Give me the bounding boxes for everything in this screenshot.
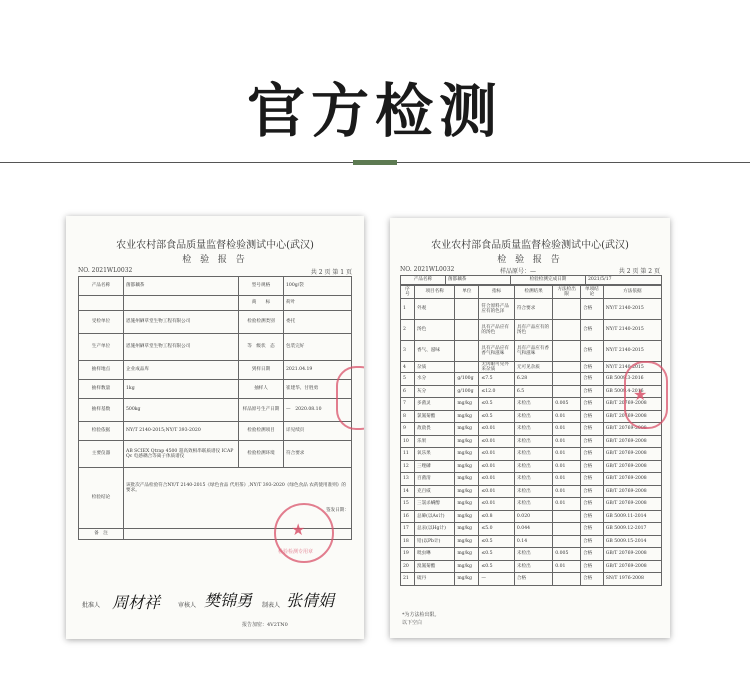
info-row	[79, 277, 352, 296]
row-value: 1kg	[124, 380, 239, 399]
results-cell: 水分	[414, 373, 454, 386]
results-cell: 三氯杀螨醇	[414, 498, 454, 511]
results-cell: GB/T 20769-2008	[603, 460, 661, 473]
results-cell: GB/T 20769-2008	[603, 473, 661, 486]
results-cell: 合格	[581, 341, 604, 362]
results-column-header: 单项结论	[581, 286, 604, 299]
results-cell	[553, 385, 581, 398]
results-cell: ≤7.5	[479, 373, 515, 386]
results-cell: mg/kg	[455, 448, 479, 461]
results-cell: 百菌清	[414, 473, 454, 486]
results-cell: 合格	[581, 573, 604, 586]
results-cell: GB 5009.15-2014	[603, 535, 661, 548]
header-accent-bar	[353, 160, 397, 165]
results-cell	[553, 373, 581, 386]
reviewer-signature: 樊锦勇	[204, 591, 253, 610]
results-row	[401, 473, 662, 486]
row-label: 产品名称	[79, 277, 124, 296]
results-cell: 5	[401, 373, 415, 386]
results-cell: 合格	[581, 435, 604, 448]
results-cell: 17	[401, 523, 415, 536]
results-cell: 合格	[581, 362, 604, 373]
results-cell: 合格	[581, 410, 604, 423]
info-row	[79, 422, 352, 441]
footer-note: *为方法检出限。	[402, 612, 440, 618]
results-cell: 0.044	[514, 523, 552, 536]
results-cell: 21	[401, 573, 415, 586]
results-row	[401, 498, 662, 511]
results-cell: 合格	[581, 498, 604, 511]
results-cell: 8	[401, 410, 415, 423]
results-cell: mg/kg	[455, 398, 479, 411]
results-cell: 合格	[581, 423, 604, 436]
seal-star-icon: ★	[633, 385, 648, 404]
row-value-2: 详见续页	[284, 422, 352, 441]
row-label	[79, 296, 124, 311]
row-label-2: 检验检测环境	[239, 441, 284, 468]
results-row	[401, 299, 662, 320]
row-value: NY/T 2140-2015;NY/T 393-2020	[124, 422, 239, 441]
remark-label: 备 注	[79, 529, 124, 540]
results-row	[401, 398, 662, 411]
results-row	[401, 548, 662, 561]
report-title: 农业农村部食品质量监督检验测试中心(武汉)	[431, 240, 629, 251]
results-cell: ≤0.01	[479, 448, 515, 461]
results-cell: 溴氰菊酯	[414, 560, 454, 573]
info-row	[79, 399, 352, 422]
results-cell: ≤5.0	[479, 523, 515, 536]
results-cell: GB 5009.4-2016	[603, 385, 661, 398]
results-cell	[553, 362, 581, 373]
row-value: 菌都藕茶	[124, 277, 239, 296]
results-column-header: 项目名称	[414, 286, 454, 299]
results-cell: mg/kg	[455, 473, 479, 486]
results-cell: 10	[401, 435, 415, 448]
results-cell: ≤0.5	[479, 548, 515, 561]
seal-star-icon: ★	[291, 520, 306, 539]
report-subtitle: 检 验 报 告	[182, 255, 248, 265]
results-row	[401, 373, 662, 386]
results-cell: 具有产品应有香气和滋味	[479, 341, 515, 362]
row-value-2: 符合要求	[284, 441, 352, 468]
results-cell: GB/T 20769-2008	[603, 435, 661, 448]
sample-number: 样品原号：—	[500, 268, 537, 275]
results-cell	[455, 341, 479, 362]
footer-blank-note: 以下空白	[402, 620, 423, 626]
row-label: 检验依据	[79, 422, 124, 441]
results-cell: NY/T 2140-2015	[603, 341, 661, 362]
row-label-2: 型号规格	[239, 277, 284, 296]
row-value: 企业成品库	[124, 361, 239, 380]
results-cell: GB/T 20769-2008	[603, 548, 661, 561]
results-cell: 未检出	[514, 410, 552, 423]
results-cell: ≤12.0	[479, 385, 515, 398]
results-cell: 20	[401, 560, 415, 573]
report-number: NO. 2021WL0032	[78, 267, 133, 274]
results-cell: NY/T 2140-2015	[603, 362, 661, 373]
row-label-2: 到样日期	[239, 361, 284, 380]
row-label-2: 抽样人	[239, 380, 284, 399]
results-cell: 13	[401, 473, 415, 486]
results-cell: 符合要求	[514, 299, 552, 320]
results-cell: 杂质	[414, 362, 454, 373]
date-label: 检验检测完成日期	[511, 276, 586, 285]
results-cell: GB/T 20769-2008	[603, 423, 661, 436]
results-column-header: 检测结果	[514, 286, 552, 299]
results-cell: mg/kg	[455, 573, 479, 586]
results-cell: 合格	[581, 510, 604, 523]
results-cell: GB/T 20769-2008	[603, 485, 661, 498]
test-results-table	[400, 285, 662, 586]
results-cell: 0.01	[553, 473, 581, 486]
results-cell: ≤0.01	[479, 435, 515, 448]
results-cell: GB 5009.12-2017	[603, 523, 661, 536]
results-cell: 2	[401, 320, 415, 341]
results-cell	[553, 299, 581, 320]
row-label-2: 检验检测类别	[239, 311, 284, 334]
results-cell: 6	[401, 385, 415, 398]
results-row	[401, 385, 662, 398]
results-cell: GB/T 20769-2008	[603, 560, 661, 573]
results-cell: 总砷(以As计)	[414, 510, 454, 523]
results-cell: 香气、滋味	[414, 341, 454, 362]
results-cell: 12	[401, 460, 415, 473]
results-column-header: 单位	[455, 286, 479, 299]
results-cell: 合格	[581, 320, 604, 341]
results-cell: 氧乐果	[414, 448, 454, 461]
results-cell: 无可见杂质	[514, 362, 552, 373]
results-cell: 合格	[581, 523, 604, 536]
results-cell: 15	[401, 498, 415, 511]
results-cell: mg/kg	[455, 523, 479, 536]
row-label: 抽样地点	[79, 361, 124, 380]
results-cell: g/100g	[455, 385, 479, 398]
results-cell	[553, 510, 581, 523]
results-cell: mg/kg	[455, 548, 479, 561]
row-label: 生产单位	[79, 334, 124, 361]
results-cell: 0.01	[553, 498, 581, 511]
results-cell: 11	[401, 448, 415, 461]
seal-text: 检验检测专用章	[278, 549, 314, 555]
row-value	[124, 296, 239, 311]
row-value-2: 崔建华、甘胜勇	[284, 380, 352, 399]
results-row	[401, 362, 662, 373]
results-cell	[553, 523, 581, 536]
results-cell: 0.01	[553, 485, 581, 498]
results-cell: 19	[401, 548, 415, 561]
results-row	[401, 573, 662, 586]
results-cell: ≤0.5	[479, 410, 515, 423]
row-label-2: 等 级状 态	[239, 334, 284, 361]
results-cell: GB/T 20769-2008	[603, 448, 661, 461]
results-cell: ≤0.5	[479, 560, 515, 573]
results-row	[401, 423, 662, 436]
results-cell: 合格	[581, 299, 604, 320]
test-report-page-1	[66, 216, 364, 639]
results-cell: 0.01	[553, 460, 581, 473]
results-cell: 硫丹	[414, 573, 454, 586]
results-row	[401, 523, 662, 536]
results-cell: 合格	[581, 485, 604, 498]
results-cell: 未检出	[514, 548, 552, 561]
results-cell: 0.01	[553, 560, 581, 573]
results-row	[401, 435, 662, 448]
results-cell: mg/kg	[455, 485, 479, 498]
results-cell: 未检出	[514, 435, 552, 448]
results-cell: ≤0.01	[479, 498, 515, 511]
results-row	[401, 320, 662, 341]
results-cell: NY/T 2140-2015	[603, 299, 661, 320]
results-cell: 0.005	[553, 548, 581, 561]
row-value: 恩施州硒草堂生物工程有限公司	[124, 334, 239, 361]
info-row	[79, 441, 352, 468]
row-label: 抽样基数	[79, 399, 124, 422]
report-page: 共 2 页 第 2 页	[618, 268, 660, 275]
results-cell: GB/T 20769-2008	[603, 410, 661, 423]
completion-date: 2021/5/17	[586, 276, 662, 285]
results-cell: 合格	[581, 448, 604, 461]
reviewer-label: 审核人	[178, 602, 197, 609]
results-cell: 铅(以Pb计)	[414, 535, 454, 548]
approver-label: 批准人	[82, 602, 101, 609]
results-cell: 未检出	[514, 498, 552, 511]
row-label: 受检单位	[79, 311, 124, 334]
row-value-2: — 2020.08.10	[284, 399, 352, 422]
results-cell: 合格	[581, 548, 604, 561]
results-row	[401, 410, 662, 423]
results-cell: 克百威	[414, 485, 454, 498]
results-cell: 0.005	[553, 398, 581, 411]
results-cell: GB 5009.3-2016	[603, 373, 661, 386]
results-cell: 未检出	[514, 473, 552, 486]
results-cell: 具有产品应有香气和滋味	[514, 341, 552, 362]
results-cell: ≤0.5	[479, 535, 515, 548]
results-cell: 7	[401, 398, 415, 411]
results-cell: 多菌灵	[414, 398, 454, 411]
row-value: AB SCIEX Qtrap 4500 超高效相串联质谱仪 ICAP Qc 电感耦合等离子体质谱仪	[124, 441, 239, 468]
test-report-page-2	[390, 218, 670, 638]
page-title: 官方检测	[246, 77, 503, 145]
conclusion-body: 该批次产品检验符合NY/T 2140-2015《绿色食品 代用茶》,NY/T 393-2020《绿色食品 农药使用准则》的要求。	[126, 483, 346, 494]
results-cell: SN/T 1976-2008	[603, 573, 661, 586]
results-cell: 未检出	[514, 460, 552, 473]
results-cell: 6.5	[514, 385, 552, 398]
results-cell: ≤0.5	[479, 398, 515, 411]
results-cell: 无肉眼可见外来杂质	[479, 362, 515, 373]
results-row	[401, 448, 662, 461]
product-header-table	[400, 275, 662, 285]
results-cell: 未检出	[514, 485, 552, 498]
results-cell: 敌敌畏	[414, 423, 454, 436]
row-label-2: 商 标	[239, 296, 284, 311]
results-cell	[553, 341, 581, 362]
results-row	[401, 485, 662, 498]
results-cell: GB/T 20769-2008	[603, 498, 661, 511]
results-cell: ≤0.01	[479, 460, 515, 473]
results-cell: 0.01	[553, 423, 581, 436]
conclusion-label: 检验结论	[79, 468, 124, 529]
row-value: 500kg	[124, 399, 239, 422]
results-column-header: 序号	[401, 286, 415, 299]
results-cell: GB/T 20769-2008	[603, 398, 661, 411]
results-cell: 0.14	[514, 535, 552, 548]
results-row	[401, 341, 662, 362]
maker-signature: 张倩娟	[286, 591, 335, 610]
results-cell: 6.28	[514, 373, 552, 386]
results-cell: mg/kg	[455, 535, 479, 548]
report-number: NO. 2021WL0032	[400, 266, 455, 273]
results-cell: 未检出	[514, 448, 552, 461]
report-info-table	[78, 276, 352, 540]
results-cell: mg/kg	[455, 560, 479, 573]
results-row	[401, 535, 662, 548]
results-cell: mg/kg	[455, 423, 479, 436]
results-column-header: 方法检出限	[553, 286, 581, 299]
edge-seal-stamp	[336, 366, 364, 430]
results-cell: 合格	[581, 535, 604, 548]
info-row	[79, 296, 352, 311]
results-cell: 未检出	[514, 398, 552, 411]
info-row	[79, 361, 352, 380]
results-cell: 14	[401, 485, 415, 498]
results-cell: 0.01	[553, 448, 581, 461]
results-cell: NY/T 2140-2015	[603, 320, 661, 341]
results-cell	[553, 535, 581, 548]
results-cell: mg/kg	[455, 410, 479, 423]
results-cell: ≤0.01	[479, 485, 515, 498]
report-title: 农业农村部食品质量监督检验测试中心(武汉)	[116, 240, 314, 251]
results-cell: 0.01	[553, 435, 581, 448]
results-cell: 三唑磷	[414, 460, 454, 473]
report-page: 共 2 页 第 1 页	[310, 269, 352, 276]
results-column-header: 指标	[479, 286, 515, 299]
results-cell: 合格	[581, 385, 604, 398]
results-cell: 合格	[581, 460, 604, 473]
results-cell: 合格	[581, 398, 604, 411]
results-column-header: 方法依据	[603, 286, 661, 299]
results-header-row	[401, 286, 662, 299]
results-cell: 1	[401, 299, 415, 320]
results-cell: 4	[401, 362, 415, 373]
results-row	[401, 460, 662, 473]
results-cell: 合格	[581, 560, 604, 573]
results-cell: 具有产品应有的汤色	[514, 320, 552, 341]
results-cell: 9	[401, 423, 415, 436]
results-cell: 16	[401, 510, 415, 523]
results-cell: GB 5009.11-2014	[603, 510, 661, 523]
results-cell	[455, 320, 479, 341]
results-cell: ≤0.01	[479, 423, 515, 436]
info-row	[79, 334, 352, 361]
results-cell	[455, 362, 479, 373]
info-row	[79, 311, 352, 334]
info-row	[79, 380, 352, 399]
results-cell	[553, 320, 581, 341]
results-cell: 具有产品应有的汤色	[479, 320, 515, 341]
row-value: 恩施州硒草堂生物工程有限公司	[124, 311, 239, 334]
results-cell	[553, 573, 581, 586]
product-label: 产品名称	[401, 276, 446, 285]
results-cell: 氯氰菊酯	[414, 410, 454, 423]
results-cell: 未检出	[514, 423, 552, 436]
results-cell: 乐果	[414, 435, 454, 448]
row-label: 抽样数量	[79, 380, 124, 399]
results-cell: 总汞(以Hg计)	[414, 523, 454, 536]
results-cell: 外观	[414, 299, 454, 320]
results-cell: ≤0.8	[479, 510, 515, 523]
results-cell: mg/kg	[455, 435, 479, 448]
results-cell: ≤0.01	[479, 473, 515, 486]
maker-label: 制表人	[262, 602, 281, 609]
results-cell: 灰分	[414, 385, 454, 398]
row-value-2: 荷叶	[284, 296, 352, 311]
row-value-2: 100g/袋	[284, 277, 352, 296]
results-cell: 0.01	[553, 410, 581, 423]
results-cell: 18	[401, 535, 415, 548]
report-subtitle: 检 验 报 告	[497, 255, 563, 265]
row-value-2: 2021.04.19	[284, 361, 352, 380]
results-cell: 合格	[581, 473, 604, 486]
results-cell: mg/kg	[455, 510, 479, 523]
results-cell: g/100g	[455, 373, 479, 386]
results-cell: 汤色	[414, 320, 454, 341]
row-value-2: 委托	[284, 311, 352, 334]
results-cell: mg/kg	[455, 460, 479, 473]
results-cell: 吡虫啉	[414, 548, 454, 561]
approver-signature: 周材祥	[112, 593, 161, 612]
results-cell: —	[479, 573, 515, 586]
results-row	[401, 560, 662, 573]
results-row	[401, 510, 662, 523]
results-cell: 符合原料产品应有的色泽	[479, 299, 515, 320]
results-cell: 0.020	[514, 510, 552, 523]
results-cell	[455, 299, 479, 320]
results-cell: 3	[401, 341, 415, 362]
product-name: 菌都藕茶	[446, 276, 511, 285]
row-label-2: 检验检测项目	[239, 422, 284, 441]
issue-date: 签发日期：	[326, 507, 349, 513]
row-value-2: 包装完好	[284, 334, 352, 361]
results-cell: mg/kg	[455, 498, 479, 511]
results-cell: 合格	[514, 573, 552, 586]
report-footer-code: 报告加密：4V2TN0	[242, 622, 288, 628]
row-label: 主要仪器	[79, 441, 124, 468]
results-cell: 未检出	[514, 560, 552, 573]
row-label-2: 样品原号生产日期	[239, 399, 284, 422]
results-cell: 合格	[581, 373, 604, 386]
